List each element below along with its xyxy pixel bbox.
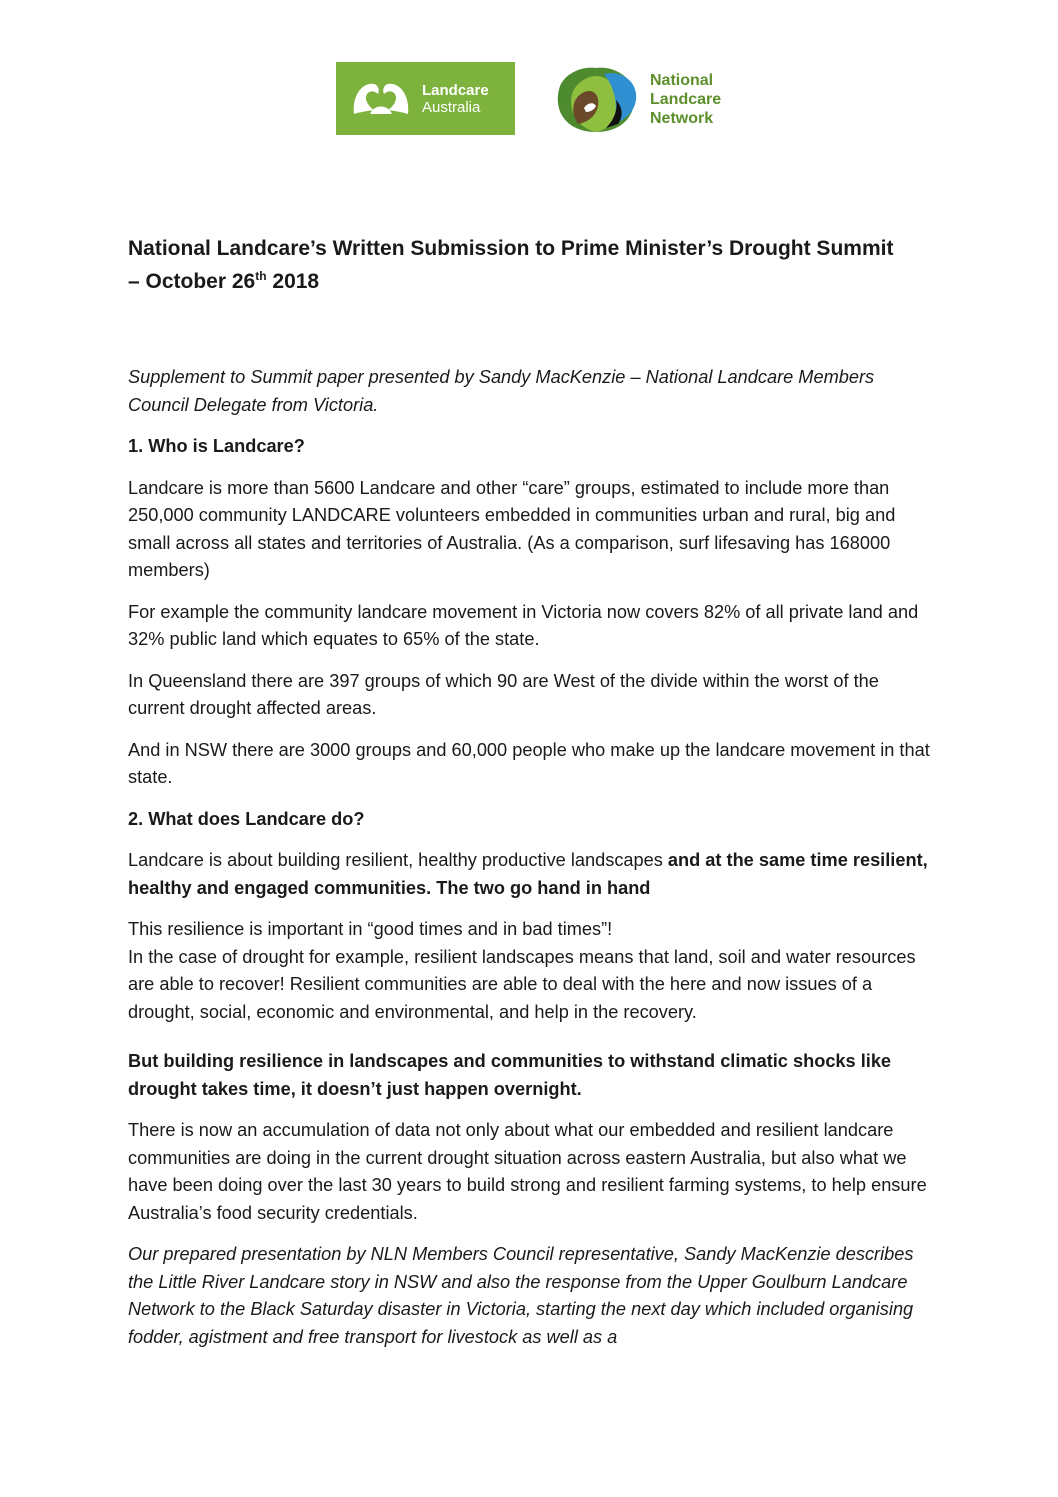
document-title <box>128 232 938 298</box>
nln-leaf-emblem-icon <box>548 62 644 136</box>
nln-logo-line1: National <box>650 72 714 89</box>
section2-p2-rest: In the case of drought for example, resilient landscapes means that land, soil and water resources are able to recover! Resilient communities are able to deal with the here and now issues of a drought, social, economic and environmental, and help in the recovery. <box>128 946 916 1022</box>
nln-logo-line2: Landcare <box>650 91 722 108</box>
section2-paragraph-5: Our prepared presentation by NLN Members Council representative, Sandy MacKenzie describes the Little River Landcare story in NSW and also the response from the Upper Goulburn Landcare Network to the Black Saturday disaster in Victoria, starting the next day which included organising fodder, agistment and free transport for livestock as well as a <box>128 1244 914 1347</box>
section1-paragraph: And in NSW there are 3000 groups and 60,000 people who make up the landcare movement in that state. <box>128 739 930 787</box>
national-landcare-network-logo <box>548 62 738 136</box>
document-body <box>128 232 938 1365</box>
title-line1: National Landcare’s Written Submission to Prime Minister’s Drought Summit <box>128 237 894 260</box>
section2-paragraph-4: There is now an accumulation of data not only about what our embedded and resilient landcare communities are doing in the current drought situation across eastern Australia, but also what we have been doing over the last 30 years to build strong and resilient farming systems, to help ensure Australia’s food security credentials. <box>128 1120 927 1223</box>
landcare-logo-line1: Landcare <box>422 82 489 99</box>
title-line2-suffix: 2018 <box>266 270 320 293</box>
section2-p2-line1: This resilience is important in “good times and in bad times”! <box>128 919 613 939</box>
section1-paragraph: For example the community landcare movement in Victoria now covers 82% of all private land and 32% public land which equates to 65% of the state. <box>128 601 919 649</box>
section1-heading: 1. Who is Landcare? <box>128 436 305 456</box>
landcare-hands-icon <box>348 74 414 124</box>
title-superscript: th <box>255 269 267 283</box>
landcare-logo-line2: Australia <box>422 99 481 116</box>
section2-paragraph-3: But building resilience in landscapes and communities to withstand climatic shocks like drought takes time, it doesn’t just happen overnight. <box>128 1051 892 1099</box>
section2-heading: 2. What does Landcare do? <box>128 808 365 829</box>
section1-paragraph: In Queensland there are 397 groups of which 90 are West of the divide within the worst of the current drought affected areas. <box>128 670 879 718</box>
section2-p1-normal: Landcare is about building resilient, healthy productive landscapes <box>128 850 668 870</box>
nln-logo-line3: Network <box>650 110 714 127</box>
landcare-australia-logo <box>336 62 515 135</box>
section2-p1-bold: and at the same time resilient, healthy and engaged communities. The two go hand in hand <box>128 850 928 898</box>
section1-paragraph: Landcare is more than 5600 Landcare and other “care” groups, estimated to include more than 250,000 community LANDCARE volunteers embedded in communities urban and rural, big and small across all states and territories of Australia. (As a comparison, surf lifesaving has 168000 members) <box>128 477 896 580</box>
intro-paragraph: Supplement to Summit paper presented by Sandy MacKenzie – National Landcare Members Council Delegate from Victoria. <box>128 367 875 415</box>
title-line2-prefix: – October 26 <box>128 270 256 293</box>
section2-paragraph-2 <box>128 916 938 1026</box>
section2-paragraph-1 <box>128 847 938 902</box>
